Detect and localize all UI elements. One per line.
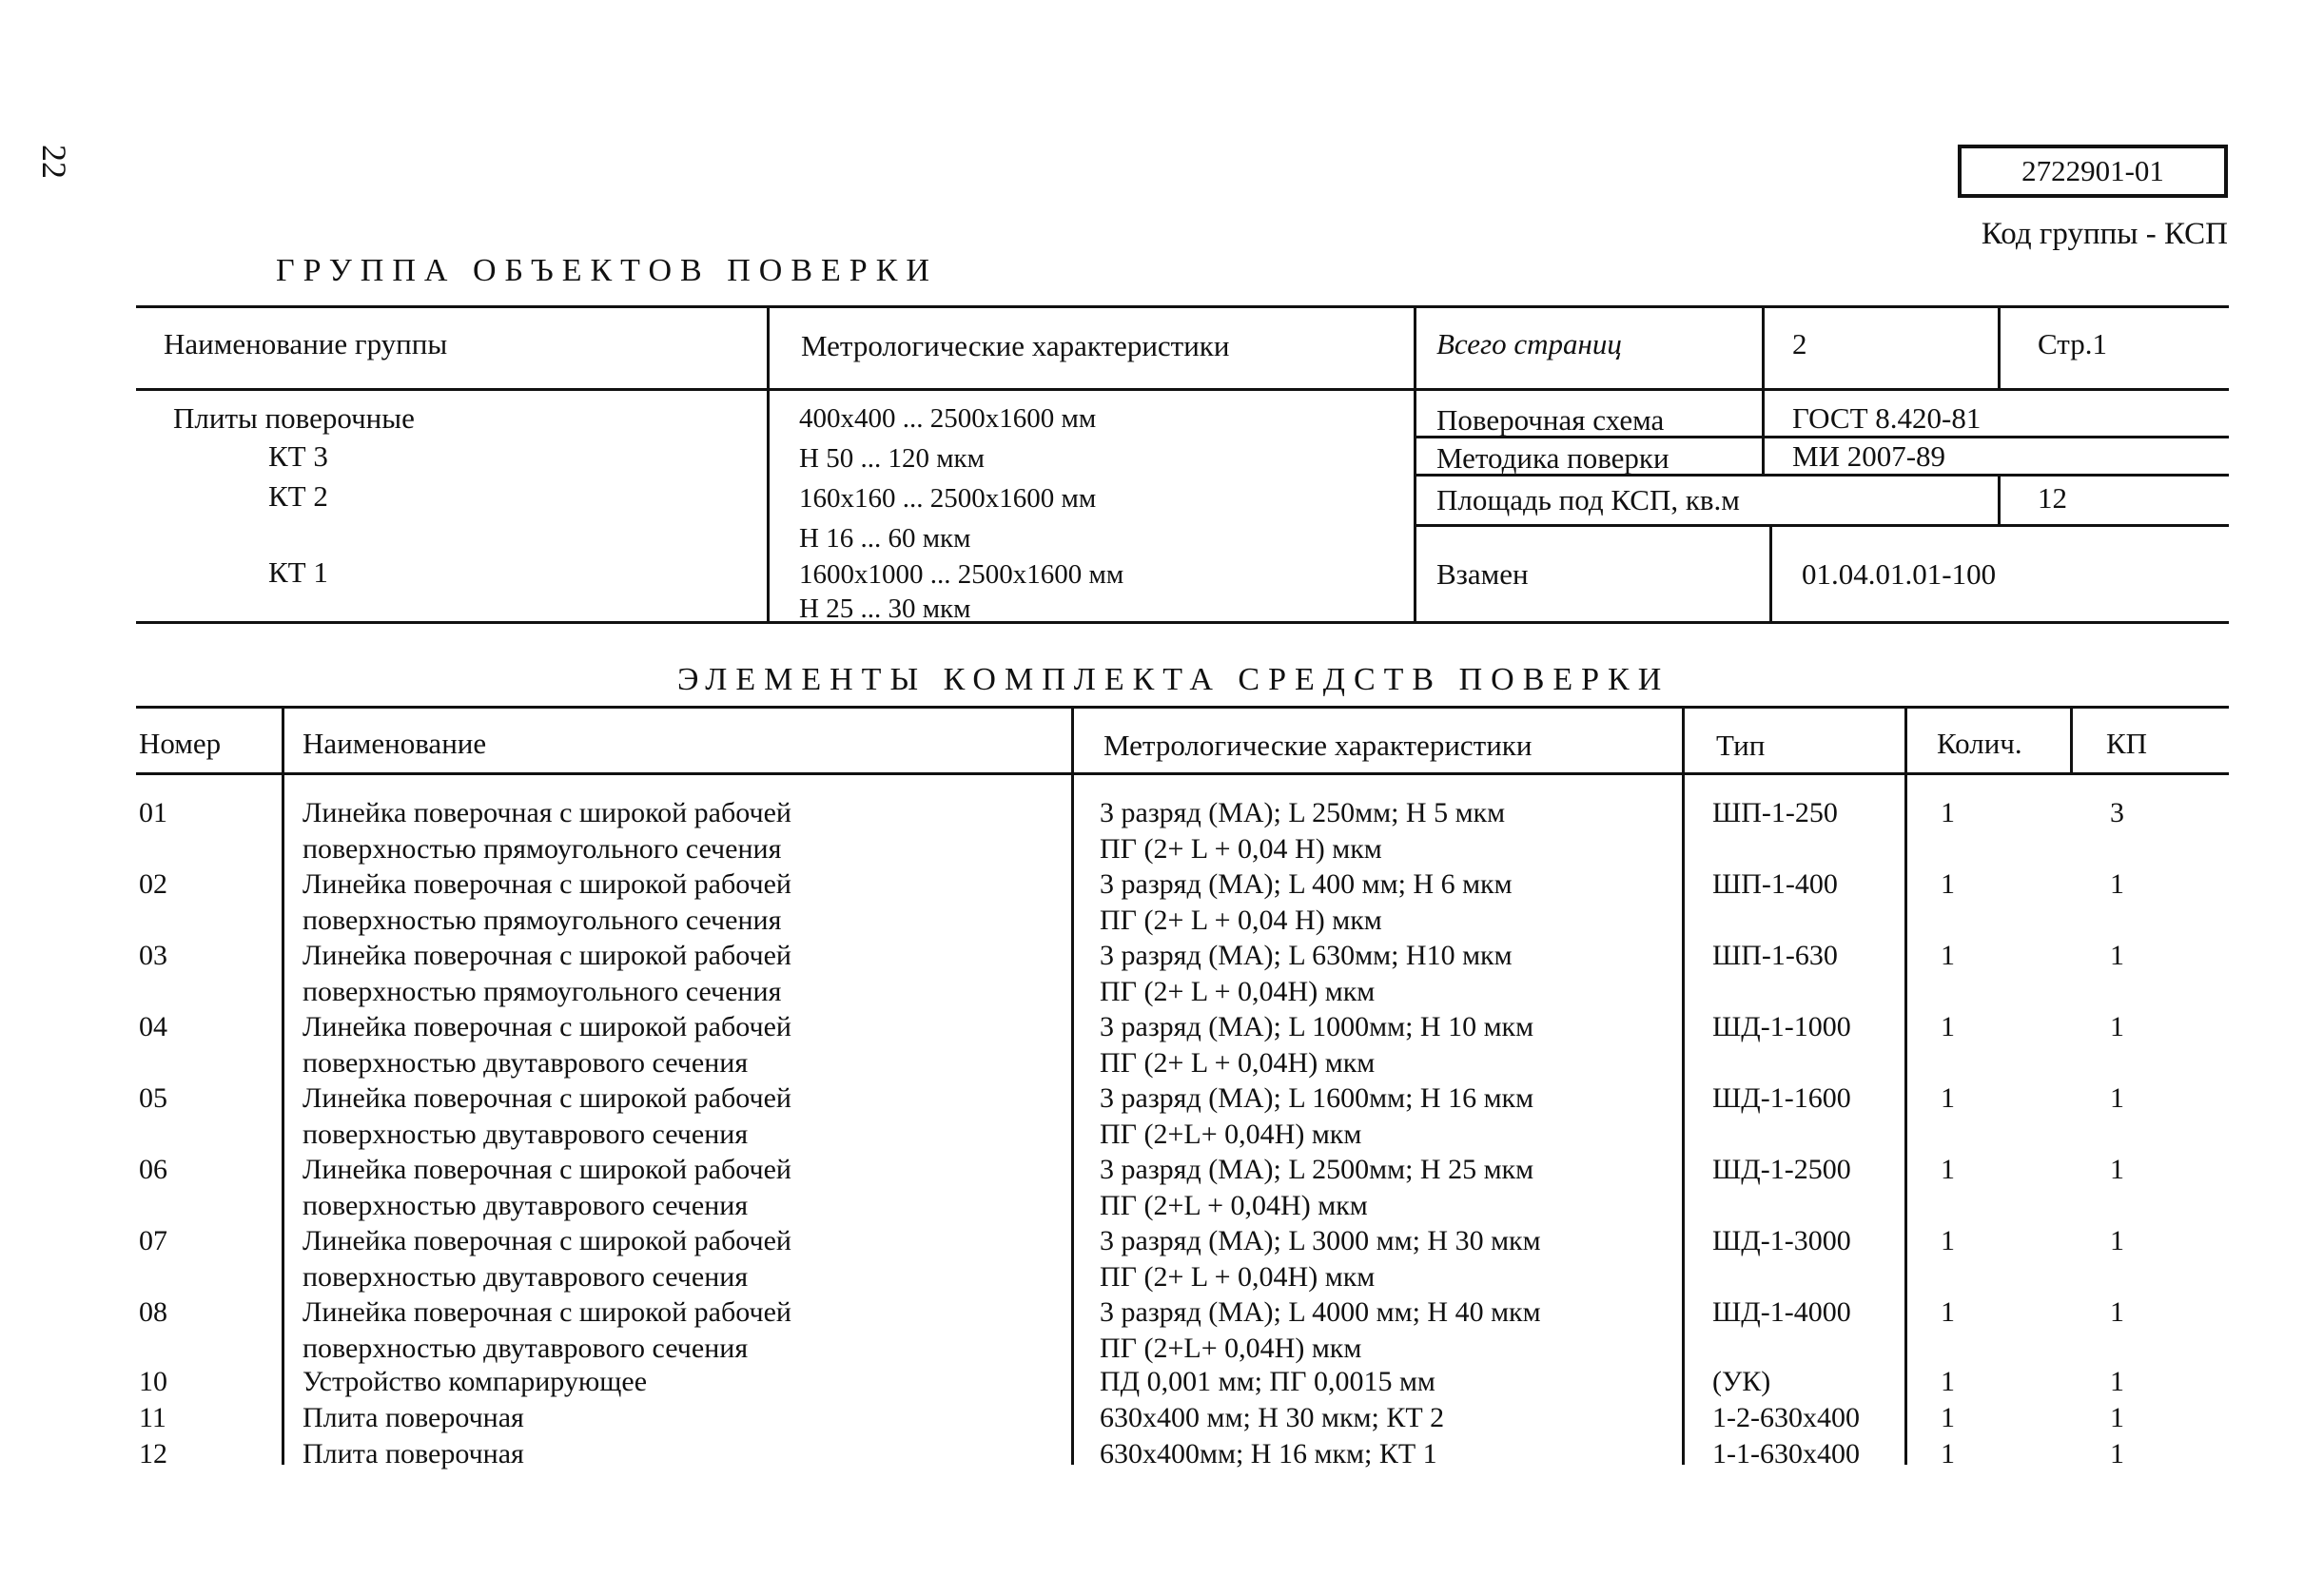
- metro-line: Н 25 ... 30 мкм: [799, 594, 971, 624]
- total-pages-value: 2: [1792, 327, 1807, 360]
- row-name: Линейка поверочная с широкой рабочей: [303, 1296, 791, 1328]
- row-kp: 1: [2110, 940, 2124, 971]
- row-qty: 1: [1941, 797, 1955, 828]
- row-number: 11: [139, 1402, 166, 1433]
- document-code-box: 2722901-01: [1958, 145, 2228, 198]
- row-metro: 3 разряд (МА); L 250мм; Н 5 мкм: [1100, 797, 1506, 828]
- row-name-continued: поверхностью двутаврового сечения: [303, 1047, 749, 1079]
- row-kp: 1: [2110, 1082, 2124, 1114]
- row-metro-continued: ПГ (2+L+ 0,04Н) мкм: [1100, 1119, 1362, 1150]
- row-name: Линейка поверочная с широкой рабочей: [303, 1225, 791, 1256]
- row-type: ШП-1-250: [1712, 797, 1838, 828]
- row-name-continued: поверхностью двутаврового сечения: [303, 1333, 749, 1364]
- row-type: ШД-1-1000: [1712, 1011, 1851, 1042]
- row-kp: 1: [2110, 1402, 2124, 1433]
- info-label-area: Площадь под КСП, кв.м: [1436, 483, 1740, 516]
- group-code-label: Код группы - КСП: [1981, 217, 2228, 251]
- info-label-replaces: Взамен: [1436, 557, 1529, 591]
- row-kp: 1: [2110, 1366, 2124, 1397]
- row-metro-continued: ПГ (2+L + 0,04Н) мкм: [1100, 1190, 1368, 1221]
- row-number: 05: [139, 1082, 167, 1114]
- row-number: 10: [139, 1366, 167, 1397]
- section-title-objects: ГРУППА ОБЪЕКТОВ ПОВЕРКИ: [276, 253, 938, 288]
- row-metro: 3 разряд (МА); L 1000мм; Н 10 мкм: [1100, 1011, 1534, 1042]
- info-value-scheme: ГОСТ 8.420-81: [1792, 401, 1982, 435]
- row-metro: 3 разряд (МА); L 3000 мм; Н 30 мкм: [1100, 1225, 1541, 1256]
- page-label: Стр.1: [2038, 327, 2107, 360]
- row-number: 07: [139, 1225, 167, 1256]
- row-kp: 1: [2110, 1154, 2124, 1185]
- row-name: Устройство компарирующее: [303, 1366, 648, 1397]
- row-qty: 1: [1941, 1154, 1955, 1185]
- row-metro-continued: ПГ (2+ L + 0,04 Н) мкм: [1100, 833, 1382, 865]
- info-value-area: 12: [2038, 481, 2067, 515]
- row-kp: 1: [2110, 1011, 2124, 1042]
- row-metro: 3 разряд (МА); L 2500мм; Н 25 мкм: [1100, 1154, 1534, 1185]
- col-header-name: Наименование: [303, 727, 487, 760]
- metro-line: 1600x1000 ... 2500x1600 мм: [799, 559, 1124, 590]
- row-number: 08: [139, 1296, 167, 1328]
- row-type: ШП-1-400: [1712, 868, 1838, 900]
- row-type: ШД-1-3000: [1712, 1225, 1851, 1256]
- metro-line: 400x400 ... 2500x1600 мм: [799, 403, 1097, 434]
- row-type: ШП-1-630: [1712, 940, 1838, 971]
- row-number: 01: [139, 797, 167, 828]
- row-qty: 1: [1941, 868, 1955, 900]
- row-qty: 1: [1941, 1011, 1955, 1042]
- row-metro: 3 разряд (МА); L 1600мм; Н 16 мкм: [1100, 1082, 1534, 1114]
- row-name-continued: поверхностью двутаврового сечения: [303, 1261, 749, 1293]
- class-kt3: КТ 3: [268, 439, 328, 473]
- row-qty: 1: [1941, 1402, 1955, 1433]
- info-value-method: МИ 2007-89: [1792, 439, 1946, 473]
- class-kt2: КТ 2: [268, 479, 328, 513]
- row-metro-continued: ПГ (2+ L + 0,04 Н) мкм: [1100, 905, 1382, 936]
- row-name-continued: поверхностью прямоугольного сечения: [303, 976, 782, 1007]
- row-kp: 1: [2110, 1438, 2124, 1469]
- row-kp: 1: [2110, 1296, 2124, 1328]
- header-group-name: Наименование группы: [164, 327, 448, 360]
- col-header-kp: КП: [2106, 727, 2148, 760]
- metro-line: Н 50 ... 120 мкм: [799, 443, 985, 474]
- row-metro: 630x400мм; Н 16 мкм; КТ 1: [1100, 1438, 1437, 1469]
- col-header-type: Тип: [1716, 729, 1766, 762]
- row-name: Линейка поверочная с широкой рабочей: [303, 797, 791, 828]
- row-number: 03: [139, 940, 167, 971]
- row-name: Линейка поверочная с широкой рабочей: [303, 868, 791, 900]
- row-type: ШД-1-1600: [1712, 1082, 1851, 1114]
- row-name: Плита поверочная: [303, 1438, 524, 1469]
- row-kp: 3: [2110, 797, 2124, 828]
- header-total-pages: Всего страниц: [1436, 327, 1622, 360]
- row-name: Линейка поверочная с широкой рабочей: [303, 1082, 791, 1114]
- row-qty: 1: [1941, 1296, 1955, 1328]
- col-header-metro: Метрологические характеристики: [1103, 729, 1533, 762]
- row-number: 02: [139, 868, 167, 900]
- info-value-replaces: 01.04.01.01-100: [1802, 557, 1997, 591]
- row-qty: 1: [1941, 1366, 1955, 1397]
- row-kp: 1: [2110, 868, 2124, 900]
- row-qty: 1: [1941, 1225, 1955, 1256]
- section-title-elements: ЭЛЕМЕНТЫ КОМПЛЕКТА СРЕДСТВ ПОВЕРКИ: [677, 662, 1670, 697]
- row-name-continued: поверхностью двутаврового сечения: [303, 1119, 749, 1150]
- row-type: (УК): [1712, 1366, 1771, 1397]
- row-type: 1-2-630x400: [1712, 1402, 1860, 1433]
- row-name: Линейка поверочная с широкой рабочей: [303, 940, 791, 971]
- row-metro-continued: ПГ (2+ L + 0,04Н) мкм: [1100, 976, 1376, 1007]
- row-name-continued: поверхностью прямоугольного сечения: [303, 905, 782, 936]
- col-header-number: Номер: [139, 727, 222, 760]
- row-metro: 3 разряд (МА); L 4000 мм; Н 40 мкм: [1100, 1296, 1541, 1328]
- row-name: Линейка поверочная с широкой рабочей: [303, 1154, 791, 1185]
- row-kp: 1: [2110, 1225, 2124, 1256]
- header-metro: Метрологические характеристики: [801, 329, 1230, 362]
- row-name: Линейка поверочная с широкой рабочей: [303, 1011, 791, 1042]
- row-name: Плита поверочная: [303, 1402, 524, 1433]
- row-number: 06: [139, 1154, 167, 1185]
- row-type: ШД-1-4000: [1712, 1296, 1851, 1328]
- row-metro: 630x400 мм; Н 30 мкм; КТ 2: [1100, 1402, 1445, 1433]
- row-metro-continued: ПГ (2+ L + 0,04Н) мкм: [1100, 1261, 1376, 1293]
- page-number: 22: [35, 145, 73, 179]
- row-number: 12: [139, 1438, 167, 1469]
- info-label-scheme: Поверочная схема: [1436, 403, 1665, 437]
- row-type: 1-1-630x400: [1712, 1438, 1860, 1469]
- metro-line: Н 16 ... 60 мкм: [799, 523, 971, 554]
- info-label-method: Методика поверки: [1436, 441, 1669, 475]
- row-qty: 1: [1941, 940, 1955, 971]
- col-header-qty: Колич.: [1937, 727, 2022, 760]
- row-type: ШД-1-2500: [1712, 1154, 1851, 1185]
- row-qty: 1: [1941, 1438, 1955, 1469]
- row-metro: 3 разряд (МА); L 630мм; Н10 мкм: [1100, 940, 1513, 971]
- row-name-continued: поверхностью прямоугольного сечения: [303, 833, 782, 865]
- row-qty: 1: [1941, 1082, 1955, 1114]
- metro-line: 160x160 ... 2500x1600 мм: [799, 483, 1097, 514]
- class-kt1: КТ 1: [268, 555, 328, 589]
- row-number: 04: [139, 1011, 167, 1042]
- row-name-continued: поверхностью двутаврового сечения: [303, 1190, 749, 1221]
- row-metro-continued: ПГ (2+L+ 0,04Н) мкм: [1100, 1333, 1362, 1364]
- group-name: Плиты поверочные: [173, 401, 415, 435]
- row-metro-continued: ПГ (2+ L + 0,04Н) мкм: [1100, 1047, 1376, 1079]
- row-metro: ПД 0,001 мм; ПГ 0,0015 мм: [1100, 1366, 1435, 1397]
- row-metro: 3 разряд (МА); L 400 мм; Н 6 мкм: [1100, 868, 1513, 900]
